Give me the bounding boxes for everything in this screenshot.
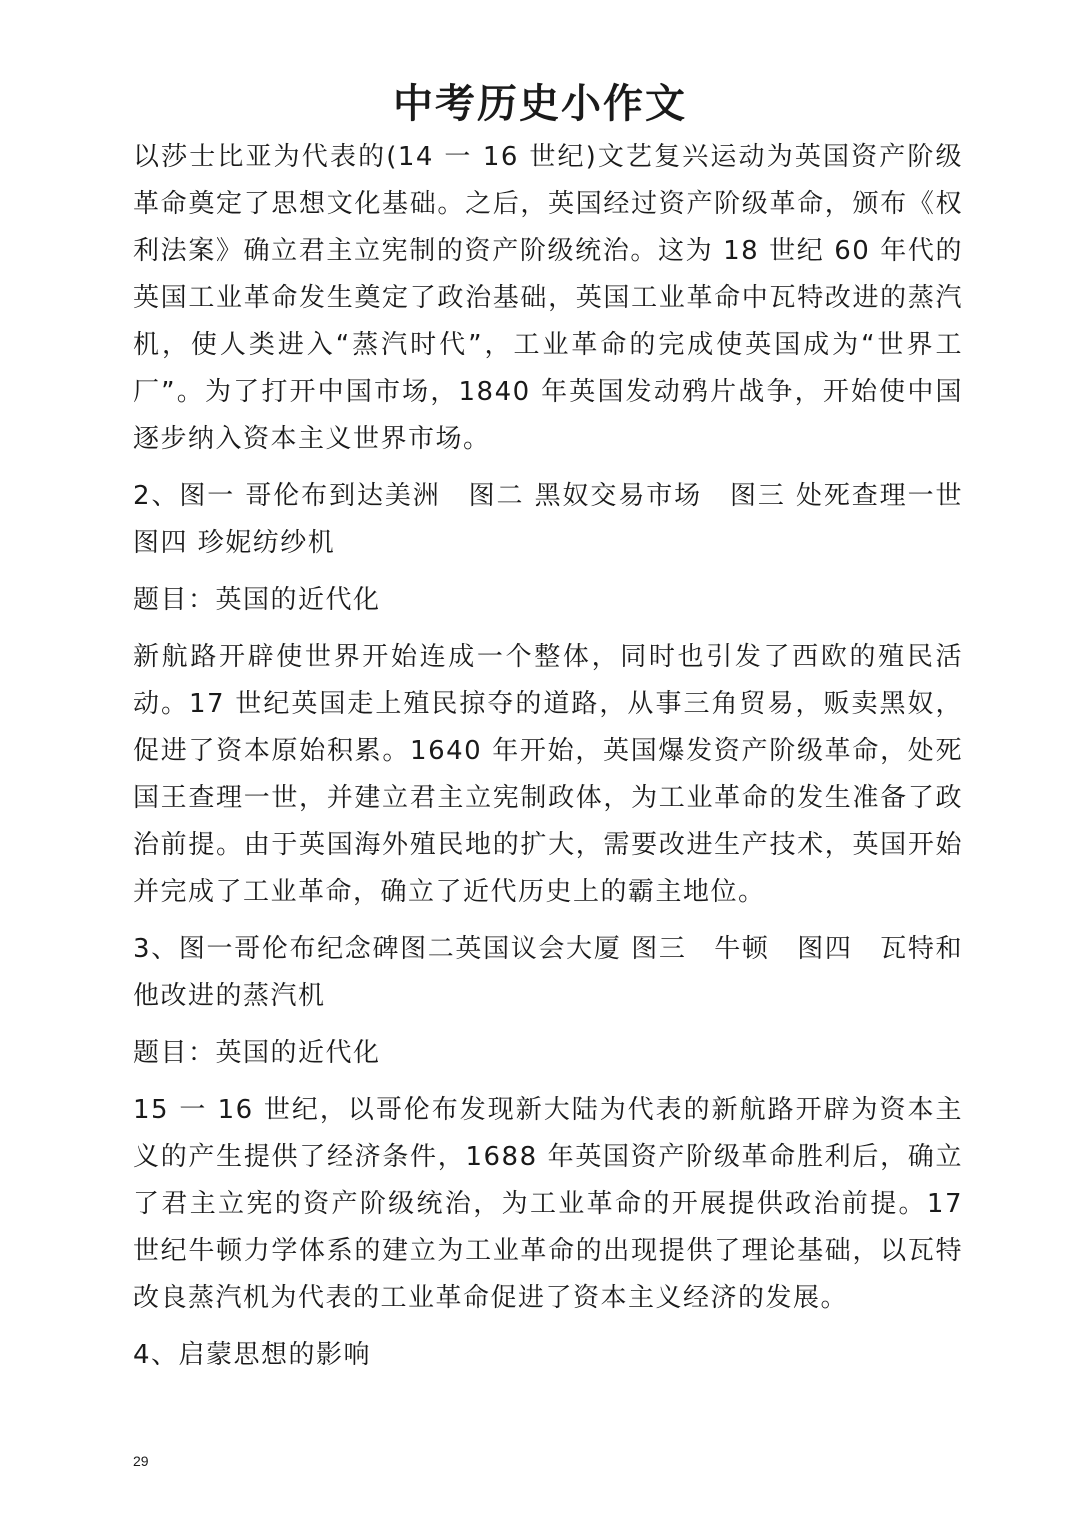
- body-paragraph-3: 15 一 16 世纪，以哥伦布发现新大陆为代表的新航路开辟为资本主义的产生提供了经济条件，1688 年英国资产阶级革命胜利后，确立了君主立宪的资产阶级统治，为工业革命的开展提供政治前提。17 世纪牛顿力学体系的建立为工业革命的出现提供了理论基础，以瓦特改良蒸汽机为代表的工业革命促进了资本主义经济的发展。: [133, 1095, 991, 1313]
- item-heading-3: 3、图一哥伦布纪念碑图二英国议会大厦 图三 牛顿 图四 瓦特和他改进的蒸汽机: [133, 934, 963, 1011]
- document-body: [133, 134, 991, 1379]
- topic-line-2: 题目：英国的近代化: [133, 585, 381, 615]
- body-paragraph-2: 新航路开辟使世界开始连成一个整体，同时也引发了西欧的殖民活动。17 世纪英国走上殖民掠夺的道路，从事三角贸易，贩卖黑奴，促进了资本原始积累。1640 年开始，英国爆发资产阶级革命，处死国王查理一世，并建立君主立宪制政体，为工业革命的发生准备了政治前提。由于英国海外殖民地的扩大，需要改进生产技术，英国开始并完成了工业革命，确立了近代历史上的霸主地位。: [133, 642, 963, 907]
- item-heading-2: 2、图一 哥伦布到达美洲 图二 黑奴交易市场 图三 处死查理一世图四 珍妮纺纱机: [133, 481, 963, 558]
- page-number: 29: [133, 1453, 149, 1469]
- page-title: 中考历史小作文: [393, 80, 687, 127]
- item-heading-4: 4、启蒙思想的影响: [133, 1340, 372, 1370]
- topic-line-3: 题目：英国的近代化: [133, 1038, 381, 1068]
- body-paragraph-1: 以莎士比亚为代表的(14 一 16 世纪)文艺复兴运动为英国资产阶级革命奠定了思想文化基础。之后，英国经过资产阶级革命，颁布《权利法案》确立君主立宪制的资产阶级统治。这为 18 世纪 60 年代的英国工业革命发生奠定了政治基础，英国工业革命中瓦特改进的蒸汽机，使人类进入“蒸汽时代”，工业革命的完成使英国成为“世界工厂”。为了打开中国市场，1840 年英国发动鸦片战争，开始使中国逐步纳入资本主义世界市场。: [133, 142, 963, 454]
